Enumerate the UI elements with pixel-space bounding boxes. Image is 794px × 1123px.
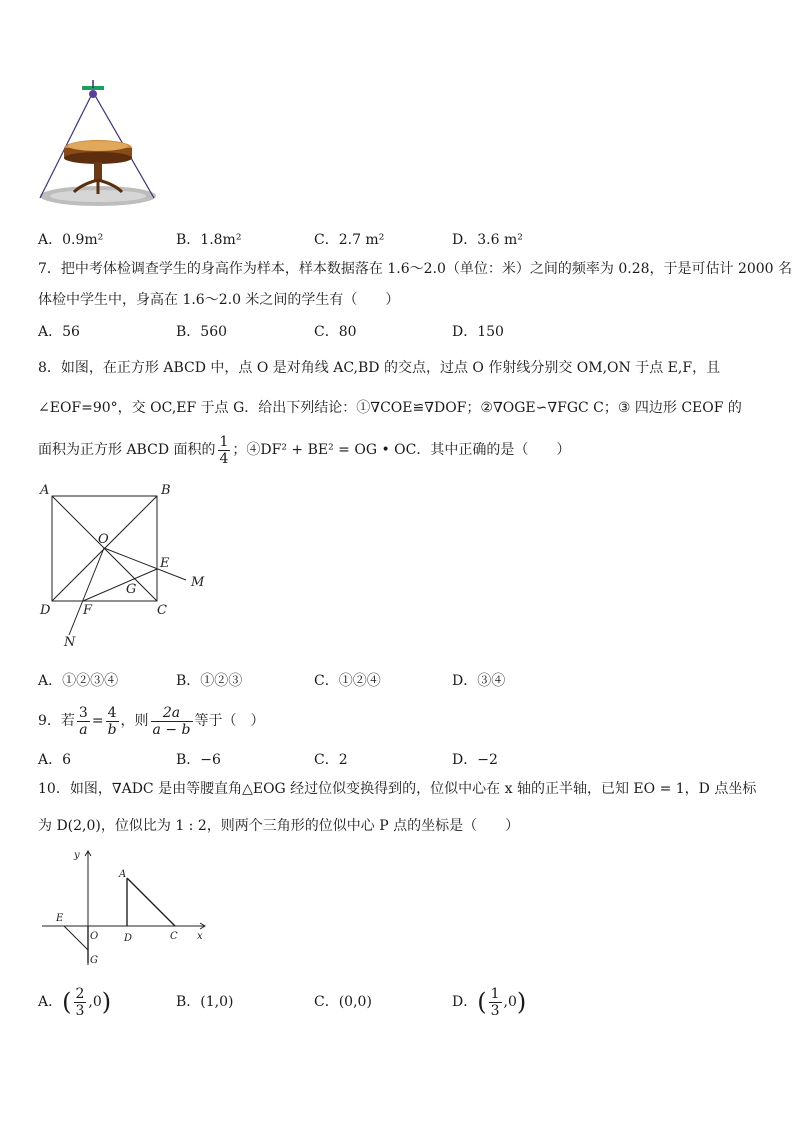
fraction-numerator: 2 bbox=[75, 985, 85, 1002]
q8-line3-text-a: 面积为正方形 ABCD 面积的 bbox=[38, 442, 216, 458]
q10-option-b[interactable]: B．(1,0) bbox=[176, 994, 234, 1010]
label-o: O bbox=[98, 532, 109, 547]
q7-option-b[interactable]: B．560 bbox=[176, 324, 228, 340]
q10-option-a[interactable]: A．( $\frac{2}{3}$ ,0) bbox=[38, 985, 112, 1019]
fraction-denominator: 4 bbox=[219, 450, 229, 467]
option-tail: ,0 bbox=[503, 994, 517, 1010]
label-a: A bbox=[40, 483, 50, 498]
fraction-numerator: 1 bbox=[219, 433, 229, 450]
q9-option-d[interactable]: D．−2 bbox=[452, 752, 498, 768]
label-g: G bbox=[90, 955, 98, 966]
q6-option-b[interactable]: B．1.8m² bbox=[176, 232, 242, 248]
q7-stem-line1: 7．把中考体检调查学生的身高作为样本，样本数据落在 1.6～2.0（单位：米）之间的频率为 0.28，于是可估计 2000 名 bbox=[38, 261, 793, 277]
label-a: A bbox=[119, 869, 127, 880]
q6-option-c[interactable]: C．2.7 m² bbox=[314, 232, 385, 248]
label-d: D bbox=[124, 933, 133, 944]
q8-stem-line1: 8．如图，在正方形 ABCD 中，点 O 是对角线 AC,BD 的交点，过点 O 作射线分别交 OM,ON 于点 E,F，且 bbox=[38, 360, 721, 376]
label-o: O bbox=[90, 931, 99, 942]
fraction-two-thirds bbox=[74, 986, 87, 1019]
q8-line3-text-b: ；④DF² + BE² = OG • OC．其中正确的是（ ） bbox=[232, 442, 571, 458]
fraction-numerator: 1 bbox=[490, 985, 500, 1002]
fraction-numerator: 3 bbox=[78, 704, 88, 721]
label-c: C bbox=[170, 931, 178, 942]
label-d: D bbox=[40, 603, 51, 618]
fraction-denominator: 3 bbox=[490, 1002, 500, 1019]
fraction-denominator: a bbox=[79, 721, 88, 738]
q9-fraction-3-over-a bbox=[77, 705, 90, 738]
q8-stem-line3 bbox=[38, 432, 758, 468]
square-abcd-figure bbox=[36, 480, 216, 650]
fraction-one-third bbox=[489, 986, 502, 1019]
label-f: F bbox=[83, 603, 93, 618]
q8-quarter-fraction bbox=[218, 434, 231, 467]
q9-option-c[interactable]: C．2 bbox=[314, 752, 348, 768]
q6-option-a[interactable]: A．0.9m² bbox=[38, 232, 104, 248]
q10-stem-line2: 为 D(2,0)，位似比为 1 : 2，则两个三角形的位似中心 P 点的坐标是（ ） bbox=[38, 818, 520, 834]
label-b: B bbox=[161, 483, 171, 498]
q9-option-b[interactable]: B．−6 bbox=[176, 752, 221, 768]
label-g: G bbox=[126, 582, 137, 597]
q7-option-a[interactable]: A．56 bbox=[38, 324, 80, 340]
fraction-numerator: 4 bbox=[106, 705, 119, 722]
label-y: y bbox=[74, 850, 80, 861]
fraction-denominator: a − b bbox=[152, 721, 191, 738]
q8-option-c[interactable]: C．①②④ bbox=[314, 673, 381, 689]
q8-option-d[interactable]: D．③④ bbox=[452, 673, 506, 689]
label-n: N bbox=[64, 635, 76, 650]
q10-option-d[interactable]: D．( $\frac{1}{3}$ ,0) bbox=[452, 985, 527, 1019]
q9-suffix: 等于（ ） bbox=[194, 713, 265, 729]
q8-stem-line2: ∠EOF=90°，交 OC,EF 于点 G．给出下列结论：①∇COE≌∇DOF；②∇OGE∽∇FGC C；③ 四边形 CEOF 的 bbox=[38, 400, 742, 416]
q9-fraction-4-over-b bbox=[106, 705, 119, 738]
label-e: E bbox=[56, 913, 64, 924]
q9-option-a[interactable]: A．6 bbox=[38, 752, 72, 768]
coordinate-figure bbox=[40, 845, 215, 970]
q9-mid: ，则 bbox=[120, 713, 149, 729]
fraction-denominator: b bbox=[107, 721, 117, 738]
equals-sign: = bbox=[91, 713, 104, 729]
label-m: M bbox=[191, 575, 205, 590]
lamp-table-figure bbox=[36, 80, 162, 212]
label-e: E bbox=[160, 556, 170, 571]
fraction-numerator: 2a bbox=[151, 705, 193, 722]
q7-option-d[interactable]: D．150 bbox=[452, 324, 504, 340]
q10-option-c[interactable]: C．(0,0) bbox=[314, 994, 372, 1010]
fraction-denominator: 3 bbox=[75, 1002, 85, 1019]
q8-option-b[interactable]: B．①②③ bbox=[176, 673, 243, 689]
q9-prefix: 9．若 bbox=[38, 713, 75, 729]
label-c: C bbox=[157, 603, 167, 618]
q6-option-d[interactable]: D．3.6 m² bbox=[452, 232, 523, 248]
option-label: A． bbox=[38, 994, 63, 1010]
label-x: x bbox=[197, 931, 203, 942]
option-label: D． bbox=[452, 994, 478, 1010]
option-tail: ,0 bbox=[88, 994, 102, 1010]
q9-stem bbox=[38, 701, 758, 741]
q7-stem-line2: 体检中学生中，身高在 1.6～2.0 米之间的学生有（ ） bbox=[38, 292, 400, 308]
q10-stem-line1: 10．如图，∇ADC 是由等腰直角△EOG 经过位似变换得到的，位似中心在 x 轴的正半轴，已知 EO = 1，D 点坐标 bbox=[38, 781, 757, 797]
q9-fraction-2a-over-a-minus-b bbox=[151, 705, 193, 738]
q7-option-c[interactable]: C．80 bbox=[314, 324, 357, 340]
q8-option-a[interactable]: A．①②③④ bbox=[38, 673, 119, 689]
